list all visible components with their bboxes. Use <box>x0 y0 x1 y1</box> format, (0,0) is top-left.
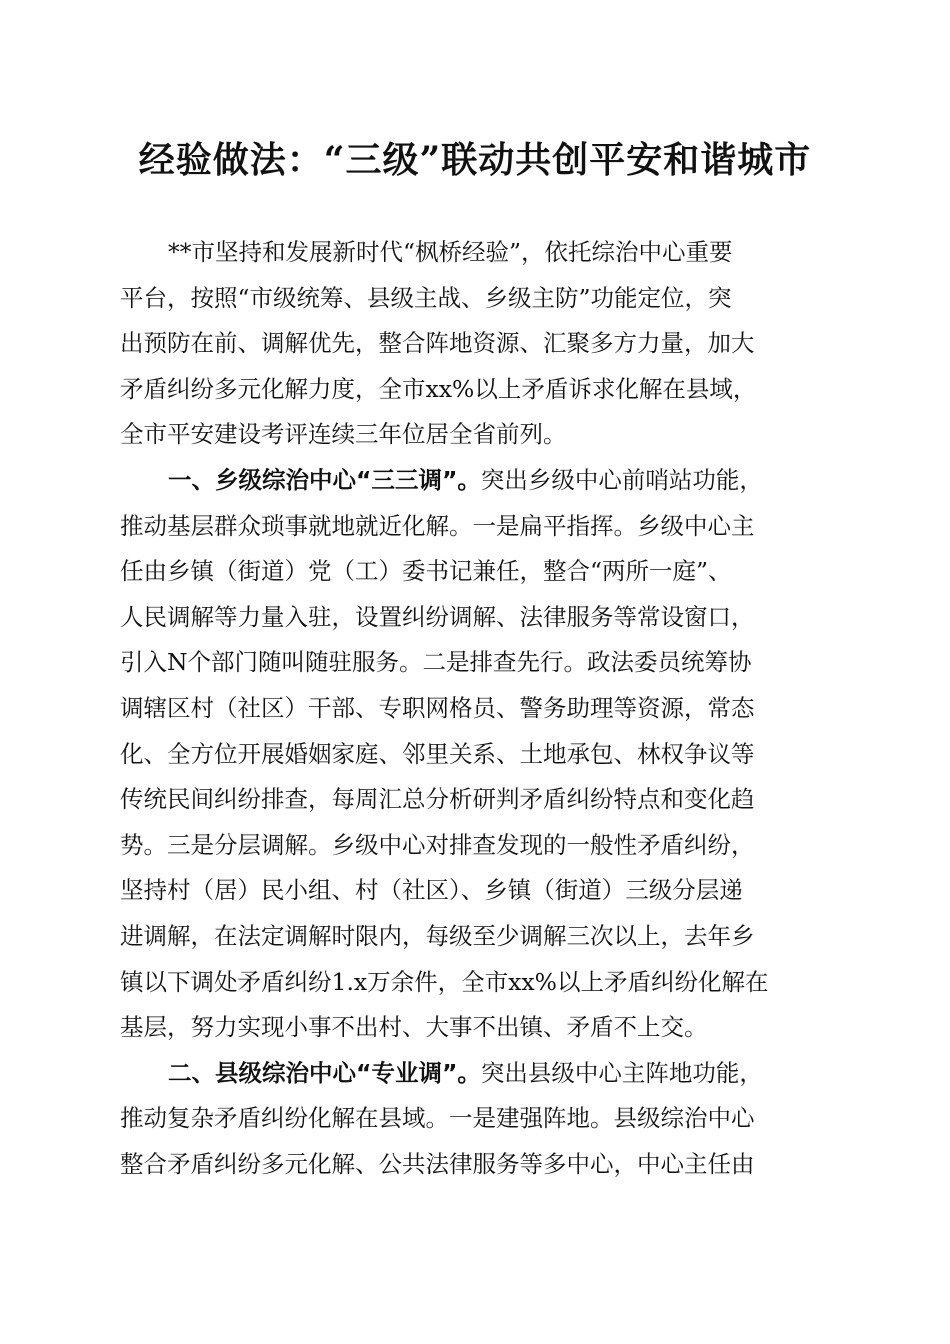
body-line: 镇以下调处矛盾纠纷1.x万余件，全市xx%以上矛盾纠纷化解在 <box>120 967 769 996</box>
body-line: 坚持村（居）民小组、村（社区）、乡镇（街道）三级分层递 <box>120 876 743 905</box>
body-line: 矛盾纠纷多元化解力度，全市xx%以上矛盾诉求化解在县域， <box>120 374 757 403</box>
body-line: 传统民间纠纷排查，每周汇总分析研判矛盾纠纷特点和变化趋 <box>120 785 755 814</box>
section-lead-text: 突出县级中心主阵地功能， <box>480 1058 763 1087</box>
section-heading-line <box>120 458 840 504</box>
body-line: 势。三是分层调解。乡级中心对排查发现的一般性矛盾纠纷， <box>120 830 755 859</box>
section-heading-line <box>120 1051 840 1097</box>
section-heading: 一、乡级综治中心“三三调”。 <box>168 465 481 494</box>
document-title: 经验做法：“三级”联动共创平安和谐城市 <box>138 139 812 181</box>
body-line: 推动基层群众琐事就地就近化解。一是扁平指挥。乡级中心主 <box>120 511 755 540</box>
body-line: 任由乡镇（街道）党（工）委书记兼任，整合“两所一庭”、 <box>120 557 732 586</box>
body-line: 进调解，在法定调解时限内，每级至少调解三次以上，去年乡 <box>120 921 755 950</box>
body-line: 整合矛盾纠纷多元化解、公共法律服务等多中心，中心主任由 <box>120 1149 755 1178</box>
body-line: **市坚持和发展新时代“枫桥经验”，依托综治中心重要 <box>168 238 733 266</box>
section-heading: 二、县级综治中心“专业调”。 <box>168 1058 481 1087</box>
body-line: 推动复杂矛盾纠纷化解在县域。一是建强阵地。县级综治中心 <box>120 1104 755 1133</box>
section-lead-text: 突出乡级中心前哨站功能， <box>480 465 763 494</box>
body-line: 化、全方位开展婚姻家庭、邻里关系、土地承包、林权争议等 <box>120 739 755 768</box>
body-line: 引入N个部门随叫随驻服务。二是排查先行。政法委员统筹协 <box>120 648 752 677</box>
body-line: 调辖区村（社区）干部、专职网格员、警务助理等资源，常态 <box>120 693 755 722</box>
body-line: 基层，努力实现小事不出村、大事不出镇、矛盾不上交。 <box>120 1013 708 1042</box>
document-body <box>120 230 840 1187</box>
body-line: 平台，按照“市级统筹、县级主战、乡级主防”功能定位，突 <box>120 283 732 312</box>
body-line: 人民调解等力量入驻，设置纠纷调解、法律服务等常设窗口， <box>120 602 755 631</box>
body-line: 出预防在前、调解优先，整合阵地资源、汇聚多方力量，加大 <box>120 329 755 358</box>
body-line: 全市平安建设考评连续三年位居全省前列。 <box>120 420 567 449</box>
